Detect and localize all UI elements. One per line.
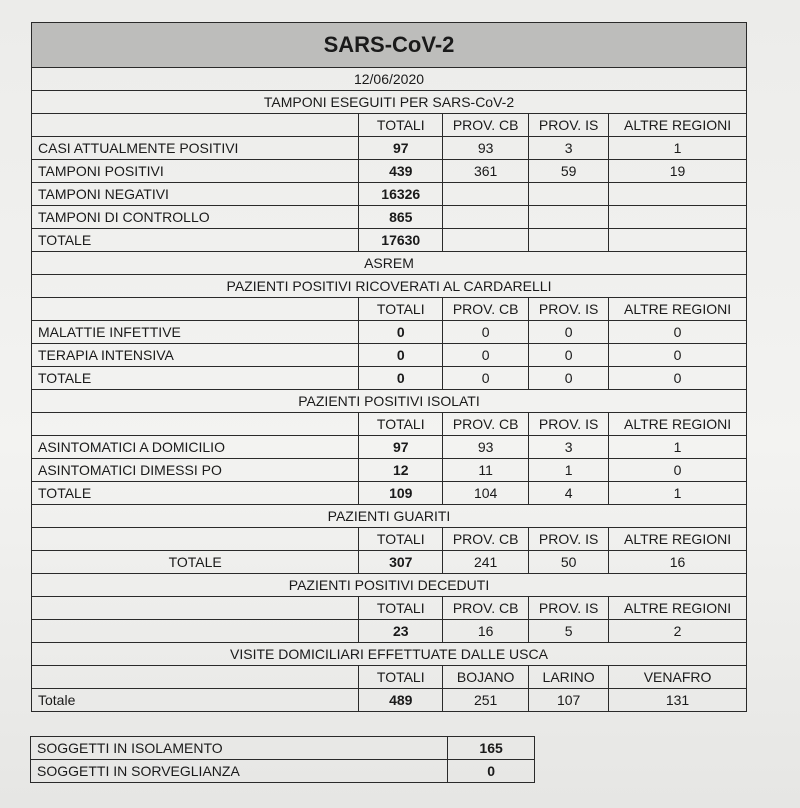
header-prov-is: PROV. IS [529, 413, 609, 436]
cell-totali: 109 [359, 482, 443, 505]
row-label: TAMPONI POSITIVI [32, 160, 359, 183]
row-label: SOGGETTI IN SORVEGLIANZA [31, 760, 448, 783]
cell-totali: 0 [359, 344, 443, 367]
cell-prov-cb: 0 [443, 321, 529, 344]
table-row [32, 459, 747, 482]
cell-totali: 0 [359, 321, 443, 344]
cell-bojano: 251 [443, 689, 529, 712]
cell-totali: 17630 [359, 229, 443, 252]
cell-totali: 307 [359, 551, 443, 574]
table-row [32, 206, 747, 229]
cell-altre-regioni: 0 [609, 459, 747, 482]
cell-prov-is [529, 206, 609, 229]
cell-prov-is: 3 [529, 436, 609, 459]
header-venafro: VENAFRO [609, 666, 747, 689]
cell-prov-cb: 93 [443, 137, 529, 160]
row-label: TERAPIA INTENSIVA [32, 344, 359, 367]
cell-prov-is: 4 [529, 482, 609, 505]
header-prov-cb: PROV. CB [443, 298, 529, 321]
cell-altre-regioni: 0 [609, 321, 747, 344]
header-prov-is: PROV. IS [529, 597, 609, 620]
section-deceduti: PAZIENTI POSITIVI DECEDUTI [32, 574, 747, 597]
header-larino: LARINO [529, 666, 609, 689]
row-label: SOGGETTI IN ISOLAMENTO [31, 737, 448, 760]
cell-prov-cb: 11 [443, 459, 529, 482]
cell-prov-is: 0 [529, 367, 609, 390]
header-empty [32, 666, 359, 689]
cell-value: 165 [448, 737, 535, 760]
cell-prov-is: 0 [529, 344, 609, 367]
table-row [32, 229, 747, 252]
header-prov-cb: PROV. CB [443, 528, 529, 551]
header-totali: TOTALI [359, 528, 443, 551]
cell-altre-regioni: 19 [609, 160, 747, 183]
header-prov-is: PROV. IS [529, 114, 609, 137]
table-row [32, 689, 747, 712]
cell-totali: 16326 [359, 183, 443, 206]
cell-altre-regioni [609, 183, 747, 206]
section-tamponi: TAMPONI ESEGUITI PER SARS-CoV-2 [32, 91, 747, 114]
header-bojano: BOJANO [443, 666, 529, 689]
cell-altre-regioni: 1 [609, 482, 747, 505]
cell-totali: 97 [359, 137, 443, 160]
section-visite: VISITE DOMICILIARI EFFETTUATE DALLE USCA [32, 643, 747, 666]
cell-prov-is: 59 [529, 160, 609, 183]
cell-altre-regioni: 16 [609, 551, 747, 574]
cell-prov-is: 3 [529, 137, 609, 160]
row-label: MALATTIE INFETTIVE [32, 321, 359, 344]
cell-prov-cb: 241 [443, 551, 529, 574]
table-row [32, 344, 747, 367]
covid-report-table [31, 22, 747, 712]
cell-prov-cb: 104 [443, 482, 529, 505]
cell-prov-is [529, 229, 609, 252]
header-altre-regioni: ALTRE REGIONI [609, 413, 747, 436]
cell-prov-is: 50 [529, 551, 609, 574]
row-label: TOTALE [32, 551, 359, 574]
cell-prov-cb: 361 [443, 160, 529, 183]
header-empty [32, 114, 359, 137]
row-label: Totale [32, 689, 359, 712]
table-row [32, 367, 747, 390]
header-totali: TOTALI [359, 114, 443, 137]
header-totali: TOTALI [359, 666, 443, 689]
cell-prov-is: 0 [529, 321, 609, 344]
header-prov-is: PROV. IS [529, 528, 609, 551]
cell-prov-is: 5 [529, 620, 609, 643]
report-title: SARS-CoV-2 [32, 23, 747, 68]
report-date: 12/06/2020 [32, 68, 747, 91]
cell-prov-cb: 93 [443, 436, 529, 459]
header-empty [32, 528, 359, 551]
header-altre-regioni: ALTRE REGIONI [609, 528, 747, 551]
section-isolati: PAZIENTI POSITIVI ISOLATI [32, 390, 747, 413]
row-label: TAMPONI DI CONTROLLO [32, 206, 359, 229]
section-ricoverati: PAZIENTI POSITIVI RICOVERATI AL CARDARELLI [32, 275, 747, 298]
cell-totali: 12 [359, 459, 443, 482]
cell-totali: 97 [359, 436, 443, 459]
header-empty [32, 597, 359, 620]
row-label: ASINTOMATICI DIMESSI PO [32, 459, 359, 482]
cell-prov-cb [443, 206, 529, 229]
row-label: TAMPONI NEGATIVI [32, 183, 359, 206]
section-guariti: PAZIENTI GUARITI [32, 505, 747, 528]
cell-totali: 489 [359, 689, 443, 712]
cell-totali: 865 [359, 206, 443, 229]
cell-altre-regioni: 2 [609, 620, 747, 643]
table-row [32, 137, 747, 160]
cell-venafro: 131 [609, 689, 747, 712]
header-prov-is: PROV. IS [529, 298, 609, 321]
row-label: TOTALE [32, 229, 359, 252]
cell-altre-regioni: 0 [609, 367, 747, 390]
table-row [32, 321, 747, 344]
header-totali: TOTALI [359, 413, 443, 436]
cell-prov-is [529, 183, 609, 206]
row-label: CASI ATTUALMENTE POSITIVI [32, 137, 359, 160]
cell-prov-cb [443, 183, 529, 206]
cell-totali: 0 [359, 367, 443, 390]
table-row [31, 737, 535, 760]
table-row [32, 436, 747, 459]
cell-prov-cb: 16 [443, 620, 529, 643]
cell-prov-cb: 0 [443, 367, 529, 390]
cell-totali: 439 [359, 160, 443, 183]
cell-altre-regioni: 1 [609, 436, 747, 459]
cell-prov-cb: 0 [443, 344, 529, 367]
cell-altre-regioni [609, 206, 747, 229]
table-row [32, 160, 747, 183]
row-label: ASINTOMATICI A DOMICILIO [32, 436, 359, 459]
soggetti-table [30, 736, 535, 783]
header-altre-regioni: ALTRE REGIONI [609, 114, 747, 137]
cell-prov-cb [443, 229, 529, 252]
header-empty [32, 413, 359, 436]
header-prov-cb: PROV. CB [443, 114, 529, 137]
cell-altre-regioni: 0 [609, 344, 747, 367]
table-row [32, 482, 747, 505]
header-empty [32, 298, 359, 321]
header-altre-regioni: ALTRE REGIONI [609, 298, 747, 321]
header-totali: TOTALI [359, 298, 443, 321]
header-totali: TOTALI [359, 597, 443, 620]
table-row [32, 183, 747, 206]
row-label: TOTALE [32, 482, 359, 505]
table-row [32, 620, 747, 643]
cell-altre-regioni: 1 [609, 137, 747, 160]
section-asrem: ASREM [32, 252, 747, 275]
header-altre-regioni: ALTRE REGIONI [609, 597, 747, 620]
header-prov-cb: PROV. CB [443, 413, 529, 436]
row-label [32, 620, 359, 643]
cell-value: 0 [448, 760, 535, 783]
cell-larino: 107 [529, 689, 609, 712]
table-row [32, 551, 747, 574]
cell-altre-regioni [609, 229, 747, 252]
cell-prov-is: 1 [529, 459, 609, 482]
row-label: TOTALE [32, 367, 359, 390]
table-row [31, 760, 535, 783]
cell-totali: 23 [359, 620, 443, 643]
header-prov-cb: PROV. CB [443, 597, 529, 620]
